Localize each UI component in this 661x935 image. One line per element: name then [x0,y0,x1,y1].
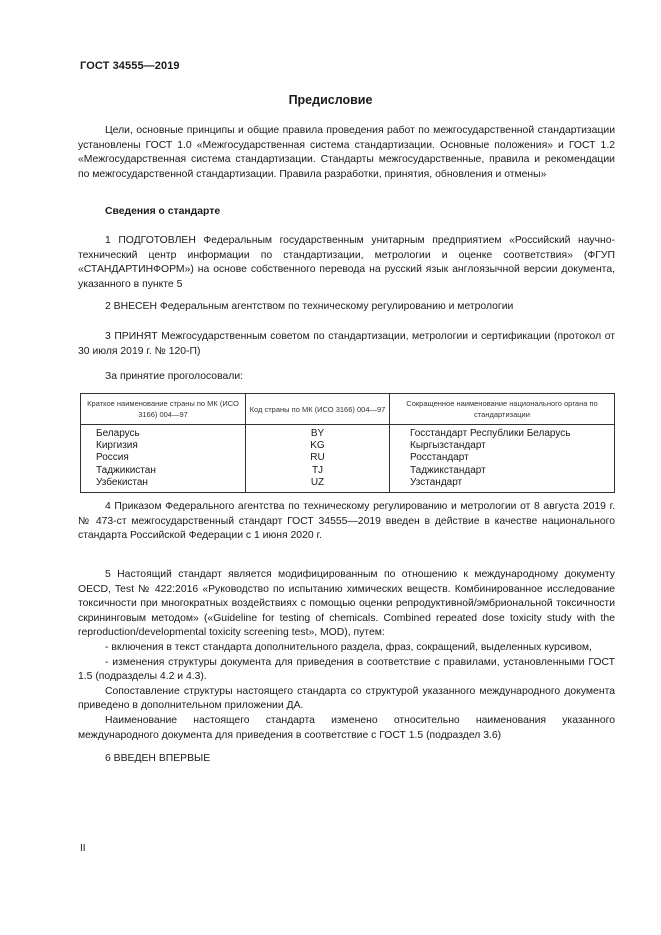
item-5-text: 5 Настоящий стандарт является модифицированным по отношению к международному документу OECD, Test № 422:2016 «Руководство по испытанию химических веществ. Комбинированное исследование токсичности при многократных воздействиях с помощью оценки репродуктивной/эмбриональной токсичности скрининговым методом» («Guideline for testing of chemicals. Combined repeated dose toxicity study with the reproduction/developmental toxicity screening test», MOD), путем: [78,569,615,639]
item-5-bullet: - включения в текст стандарта дополнительного раздела, фраз, сокращений, выделенных курсивом, [105,641,592,653]
item-5-comparison: Сопоставление структуры настоящего стандарта со структурой указанного международного документа приведено в дополнительном приложении ДА. [78,685,615,712]
voting-table [80,393,615,493]
country-code: BY [310,428,325,439]
country-code: TJ [311,464,324,476]
standards-body: Госстандарт Республики Беларусь [410,428,571,439]
standards-body: Таджикстандарт [410,464,486,476]
item-2 [78,300,615,315]
item-2-text: 2 ВНЕСЕН Федеральным агентством по техническому регулированию и метрологии [105,301,514,312]
item-4-text: 4 Приказом Федерального агентства по техническому регулированию и метрологии от 8 августа 2019 г. № 473-ст межгосударственный стандарт ГОСТ 34555—2019 введен в действие в качестве национального стандарта Российской Федерации с 1 июня 2020 г. [78,501,615,542]
table-header-code: Код страны по МК (ИСО 3166) 004—97 [246,394,390,425]
item-6 [78,752,615,767]
standards-body: Росстандарт [410,452,469,464]
country-name: Таджикистан [96,464,156,476]
item-5-bullet: - изменения структуры документа для приведения в соответствие с правилами, установленными ГОСТ 1.5 (подразделы 4.2 и 4.3). [78,656,615,683]
standards-body: Кыргызстандарт [410,440,486,452]
intro-paragraph [78,124,615,182]
body-cell [390,425,615,493]
item-5 [78,568,615,743]
page-title: Предисловие [288,93,373,107]
table-row [81,425,615,493]
country-code: KG [310,440,325,452]
country-cell [81,425,246,493]
country-name: Беларусь [96,428,140,439]
country-code: UZ [310,476,325,488]
country-code: RU [310,452,325,464]
table-header-body: Сокращенное наименование национального органа по стандартизации [390,394,615,425]
country-name: Киргизия [96,440,138,452]
item-3-text: 3 ПРИНЯТ Межгосударственным советом по стандартизации, метрологии и сертификации (протокол от 30 июля 2019 г. № 120-П) [78,331,615,357]
table-header-country: Краткое наименование страны по МК (ИСО 3166) 004—97 [81,394,246,425]
section-heading: Сведения о стандарте [105,206,221,217]
code-cell [246,425,390,493]
page-number: II [80,843,86,854]
country-name: Узбекистан [96,476,148,488]
item-6-text: 6 ВВЕДЕН ВПЕРВЫЕ [105,753,211,764]
vote-label: За принятие проголосовали: [105,371,244,382]
item-1 [78,234,615,292]
item-1-text: 1 ПОДГОТОВЛЕН Федеральным государственным унитарным предприятием «Российский научно-технический центр информации по стандартизации, метрологии и оценке соответствия» (ФГУП «СТАНДАРТИНФОРМ») на основе собственного перевода на русский язык англоязычной версии документа, указанного в пункте 5 [78,235,615,290]
item-5-naming: Наименование настоящего стандарта изменено относительно наименования указанного международного документа для приведения в соответствие с ГОСТ 1.5 (подраздел 3.6) [78,714,615,741]
country-name: Россия [96,452,129,464]
item-3 [78,330,615,359]
standards-body: Узстандарт [410,476,463,488]
item-4 [78,500,615,544]
document-code: ГОСТ 34555—2019 [80,60,180,72]
intro-text: Цели, основные принципы и общие правила проведения работ по межгосударственной стандартизации установлены ГОСТ 1.0 «Межгосударственная система стандартизации. Основные положения» и ГОСТ 1.2 «Межгосударственная система стандартизации. Стандарты межгосударственные, правила и рекомендации по межгосударственной стандартизации. Правила разработки, принятия, обновления и отмены» [78,125,615,180]
